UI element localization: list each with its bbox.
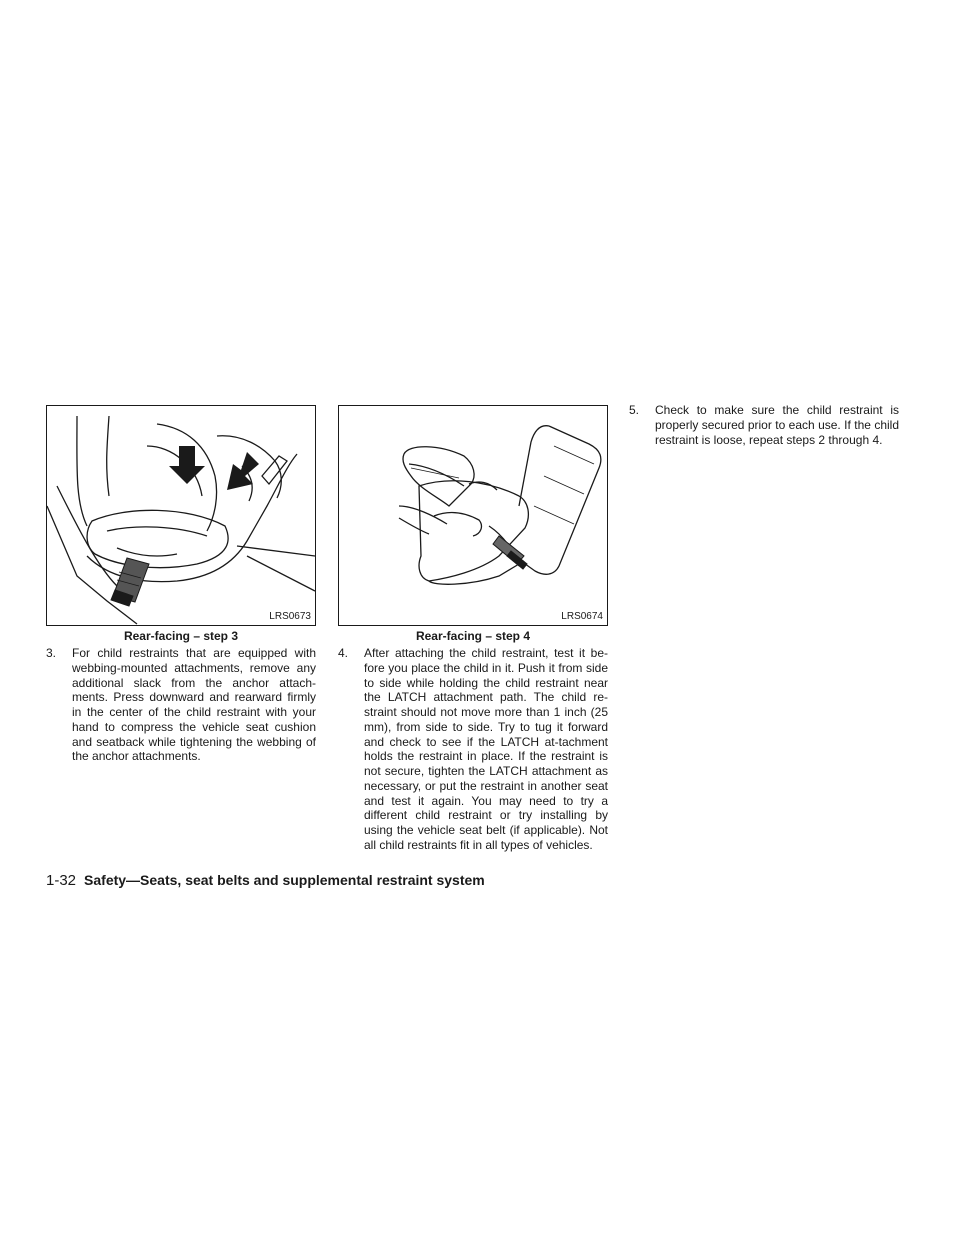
- illustration-step-3: [47, 406, 315, 625]
- step-4: [338, 646, 608, 853]
- section-title: Safety—Seats, seat belts and supplemental restraint system: [84, 872, 485, 888]
- step-text: After attaching the child restraint, test it be-fore you place the child in it. Push it from side to side while holding the child restraint near the LATCH attachment path. The child re-straint should not move more than 1 inch (25 mm), from side to side. Try to tug it forward and check to see if the LATCH at-tachment holds the restraint in place. If the restraint is not secure, tighten the LATCH attachment as necessary, or put the restraint in another seat and test it again. You may need to try a different child restraint or try installing by using the vehicle seat belt (if applicable). Not all child restraints fit in all types of vehicles.: [364, 646, 608, 852]
- step-number: 4.: [338, 646, 349, 660]
- step-number: 3.: [46, 646, 57, 660]
- step-number: 5.: [629, 403, 640, 417]
- step-3: [46, 646, 316, 764]
- illustration-step-4: [339, 406, 607, 625]
- figure-rear-facing-step-3: [46, 405, 316, 626]
- figure-caption: Rear-facing – step 3: [123, 629, 239, 643]
- figure-rear-facing-step-4: [338, 405, 608, 626]
- page-footer: [46, 872, 485, 889]
- figure-caption: Rear-facing – step 4: [415, 629, 531, 643]
- press-arrow-icons: [169, 446, 259, 490]
- figure-code: LRS0674: [561, 611, 603, 622]
- step-text: Check to make sure the child restraint is properly secured prior to each use. If the child restraint is loose, repeat steps 2 through 4.: [655, 403, 899, 447]
- figure-code: LRS0673: [269, 611, 311, 622]
- step-5: [629, 403, 899, 447]
- page-number: 1-32: [46, 872, 77, 889]
- step-text: For child restraints that are equipped with webbing-mounted attachments, remove any additional slack from the anchor attach-ments. Press downward and rearward firmly in the center of the child restraint with your hand to compress the vehicle seat cushion and seatback while tightening the webbing of the anchor attachments.: [72, 646, 316, 764]
